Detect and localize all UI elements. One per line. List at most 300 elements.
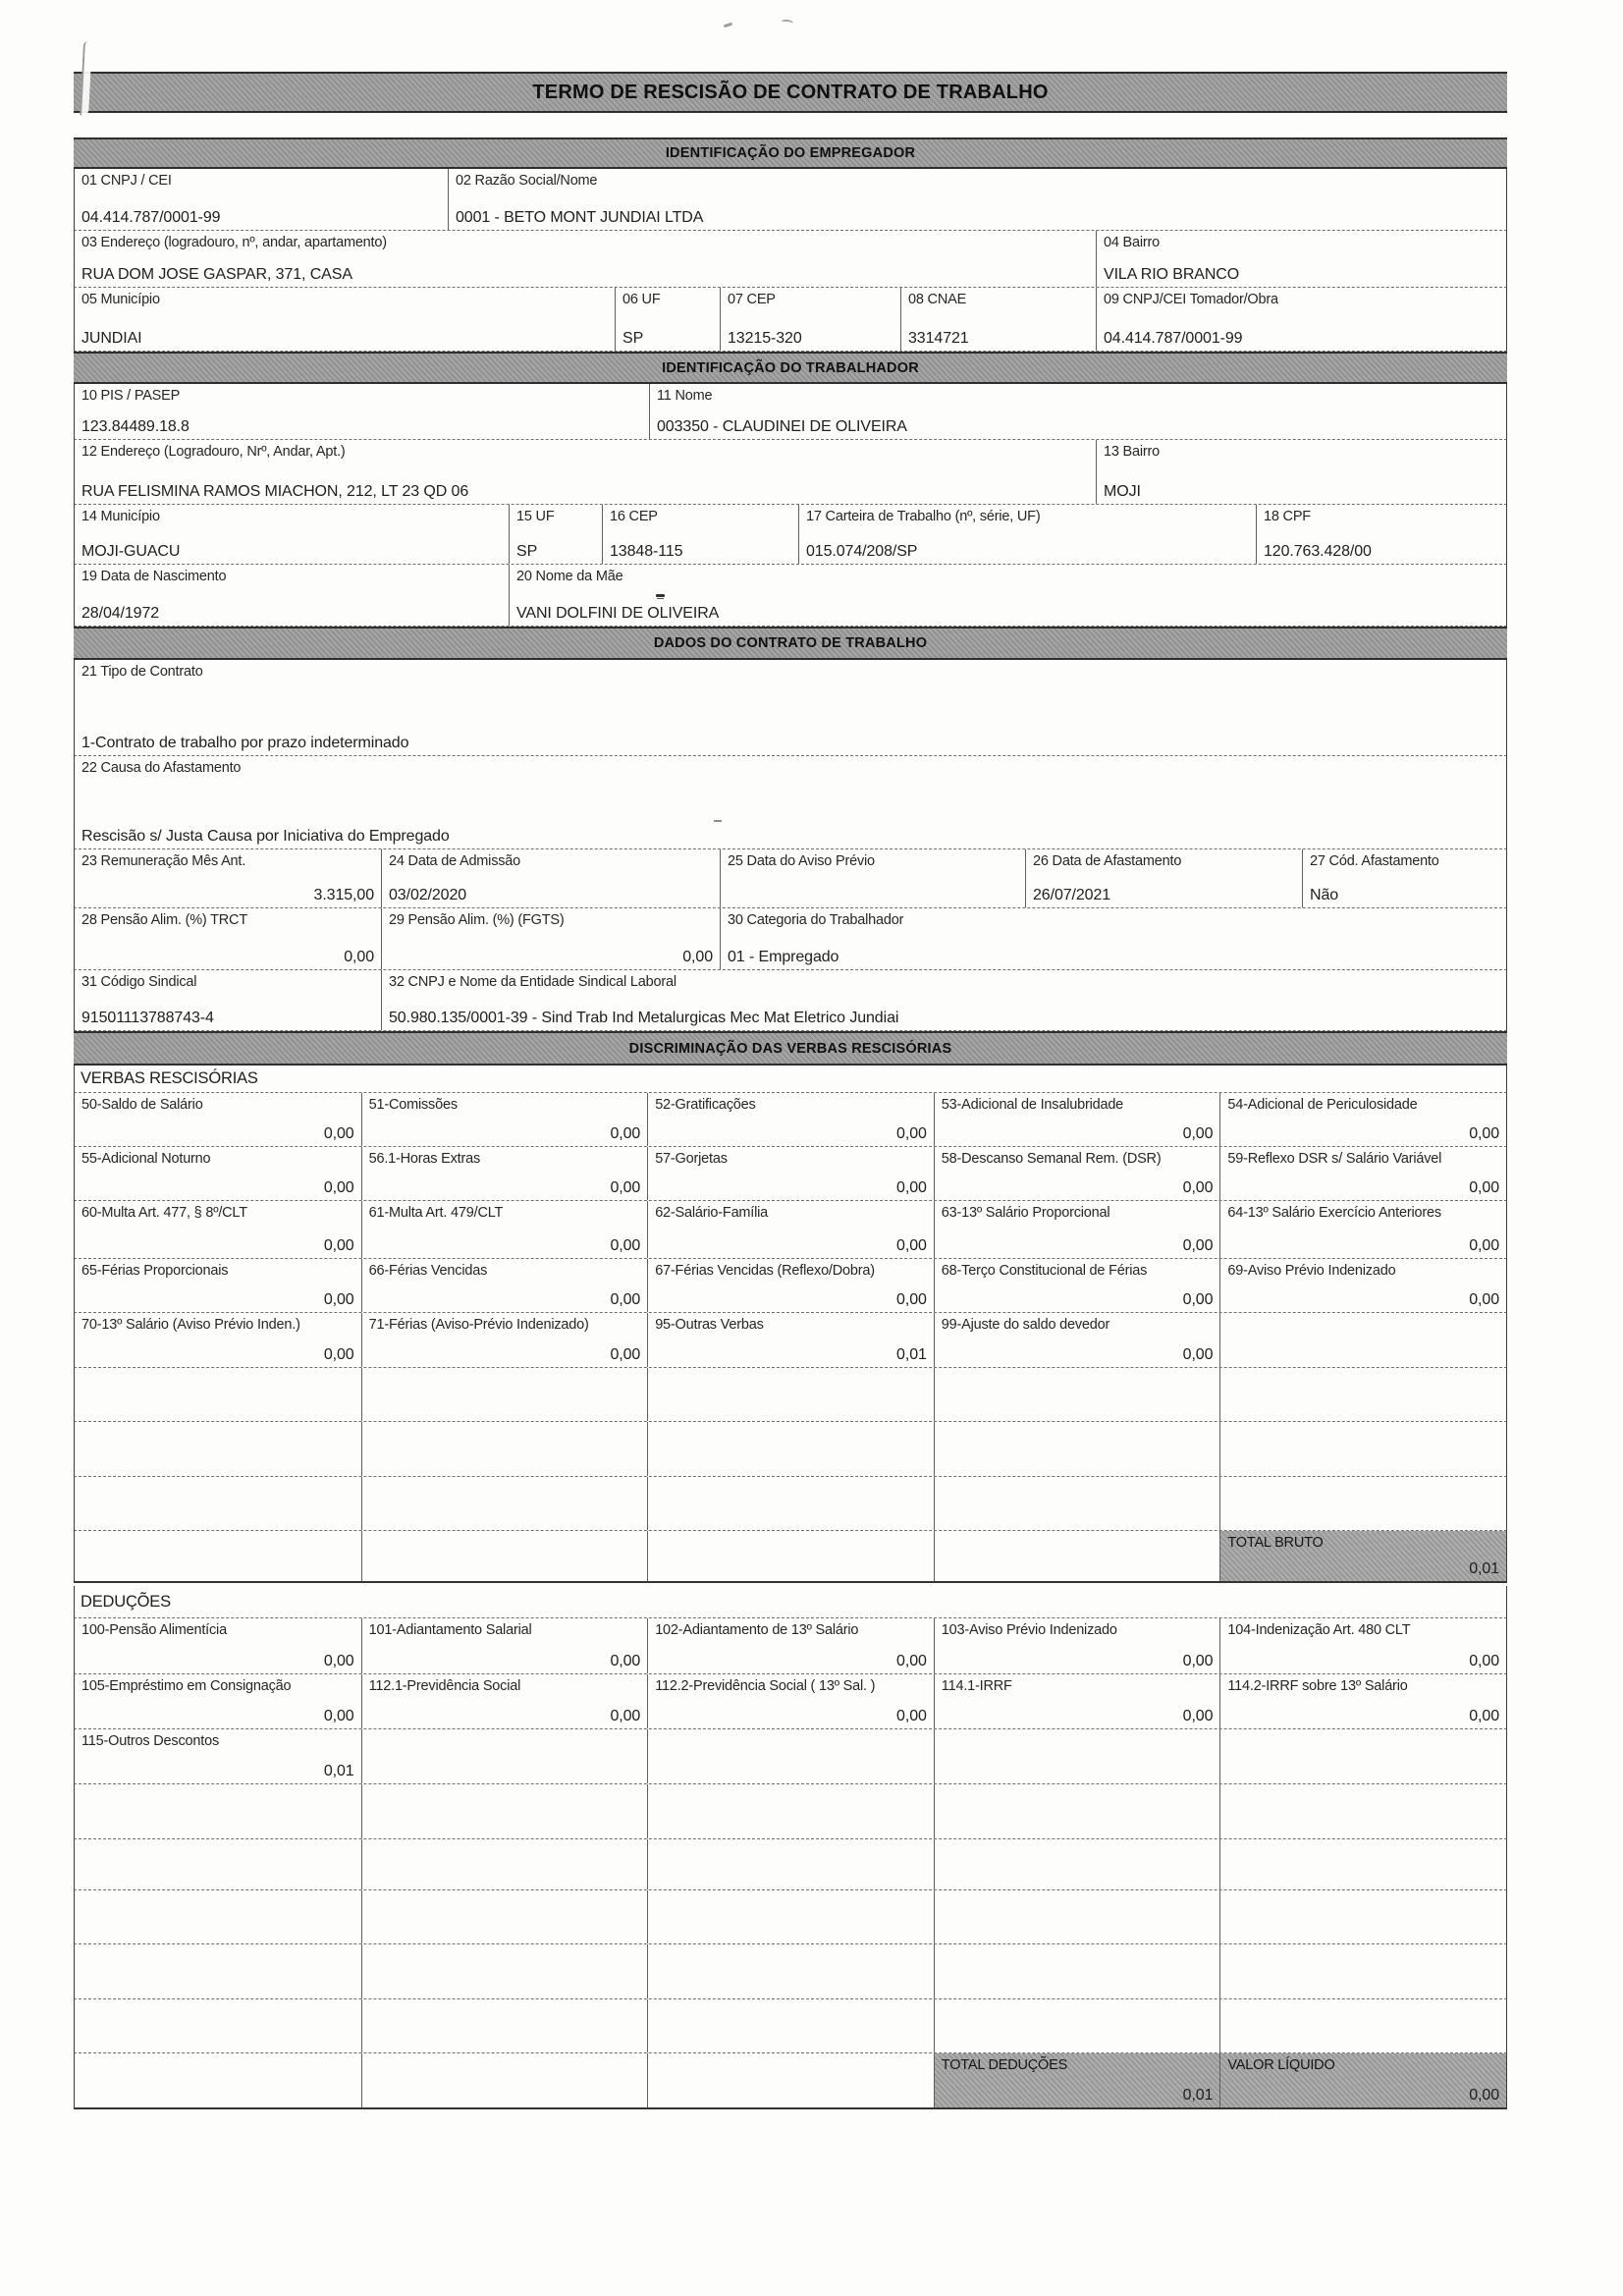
deducao-cell-115 bbox=[75, 1729, 361, 1783]
field-label: 20 Nome da Mãe bbox=[516, 569, 623, 584]
field-value: RUA DOM JOSE GASPAR, 371, CASA bbox=[81, 266, 352, 283]
field-15-uf-trabalhador bbox=[509, 505, 602, 564]
field-value: 0,00 bbox=[682, 949, 713, 965]
deducao-cell-114-1 bbox=[934, 1674, 1220, 1728]
field-label: 27 Cód. Afastamento bbox=[1310, 853, 1439, 869]
field-13-bairro-trabalhador bbox=[1096, 440, 1506, 504]
field-value: 120.763.428/00 bbox=[1264, 543, 1372, 560]
empty-cell bbox=[647, 1999, 934, 2052]
field-18-cpf bbox=[1256, 505, 1506, 564]
empty-cell bbox=[75, 1531, 361, 1581]
field-value: 03/02/2020 bbox=[389, 887, 467, 903]
empty-cell bbox=[361, 1477, 648, 1530]
deducao-value: 0,00 bbox=[610, 1708, 641, 1724]
empty-cell bbox=[361, 1890, 648, 1943]
verba-label: 58-Descanso Semanal Rem. (DSR) bbox=[941, 1151, 1162, 1167]
empty-cell bbox=[75, 1944, 361, 1998]
verba-cell-56-1 bbox=[361, 1147, 648, 1200]
field-label: 04 Bairro bbox=[1104, 235, 1161, 250]
deducoes-empty-row bbox=[74, 1890, 1507, 1944]
field-label: 25 Data do Aviso Prévio bbox=[728, 853, 875, 869]
verba-label: 61-Multa Art. 479/CLT bbox=[368, 1205, 504, 1221]
verba-value: 0,00 bbox=[1469, 1179, 1499, 1196]
verbas-row-2 bbox=[74, 1147, 1507, 1201]
deducao-label: 112.2-Previdência Social ( 13º Sal. ) bbox=[655, 1678, 876, 1694]
field-value: VILA RIO BRANCO bbox=[1104, 266, 1240, 283]
verba-cell-52 bbox=[647, 1093, 934, 1146]
valor-liquido-cell bbox=[1219, 2053, 1506, 2107]
empty-cell bbox=[934, 1531, 1220, 1581]
empty-cell bbox=[647, 1784, 934, 1838]
field-32-entidade-sindical bbox=[381, 970, 1506, 1030]
verba-cell-57 bbox=[647, 1147, 934, 1200]
field-label: 15 UF bbox=[516, 509, 555, 524]
field-12-endereco-trabalhador bbox=[75, 440, 1096, 504]
field-value: 123.84489.18.8 bbox=[81, 418, 189, 435]
verba-cell-54 bbox=[1219, 1093, 1506, 1146]
empty-cell bbox=[647, 1368, 934, 1421]
verba-value: 0,00 bbox=[610, 1291, 641, 1308]
verba-cell-70 bbox=[75, 1313, 361, 1367]
field-value: 04.414.787/0001-99 bbox=[81, 209, 221, 226]
field-value: 0,00 bbox=[344, 949, 374, 965]
empty-cell bbox=[1219, 1368, 1506, 1421]
section-bar-empregador bbox=[74, 137, 1507, 169]
verba-cell-59 bbox=[1219, 1147, 1506, 1200]
field-value: SP bbox=[516, 543, 538, 560]
empty-cell bbox=[361, 1729, 648, 1783]
verba-cell-60 bbox=[75, 1201, 361, 1258]
empty-cell bbox=[934, 1944, 1220, 1998]
scan-artifact-speck bbox=[724, 23, 732, 28]
deducoes-row-1 bbox=[74, 1618, 1507, 1674]
field-16-cep-trabalhador bbox=[602, 505, 798, 564]
field-value: 28/04/1972 bbox=[81, 605, 160, 622]
field-label: 17 Carteira de Trabalho (nº, série, UF) bbox=[806, 509, 1041, 524]
valor-liquido-value: 0,00 bbox=[1469, 2087, 1499, 2104]
field-04-bairro-empregador bbox=[1096, 231, 1506, 287]
row-23-27 bbox=[74, 849, 1507, 908]
verba-cell-68 bbox=[934, 1259, 1220, 1312]
field-label: 11 Nome bbox=[657, 388, 713, 404]
deducao-cell-100 bbox=[75, 1618, 361, 1673]
empty-cell bbox=[1219, 1890, 1506, 1943]
deducao-cell-105 bbox=[75, 1674, 361, 1728]
verbas-group-header bbox=[74, 1066, 1507, 1093]
field-label: 23 Remuneração Mês Ant. bbox=[81, 853, 246, 869]
field-02-razao-social bbox=[448, 169, 1506, 230]
empty-cell bbox=[75, 2053, 361, 2107]
empty-cell bbox=[75, 1839, 361, 1889]
field-label: 21 Tipo de Contrato bbox=[81, 664, 203, 680]
verbas-row-5 bbox=[74, 1313, 1507, 1368]
empty-cell bbox=[75, 1784, 361, 1838]
termo-rescisao-document bbox=[74, 72, 1507, 2109]
row-28-30 bbox=[74, 908, 1507, 970]
field-10-pis-pasep bbox=[75, 384, 649, 439]
field-value: 0001 - BETO MONT JUNDIAI LTDA bbox=[456, 209, 704, 226]
empty-cell bbox=[934, 1729, 1220, 1783]
field-09-cnpj-tomador bbox=[1096, 288, 1506, 351]
empty-cell bbox=[934, 1999, 1220, 2052]
field-value: 91501113788743-4 bbox=[81, 1010, 214, 1026]
verba-label: 50-Saldo de Salário bbox=[81, 1097, 203, 1113]
field-25-data-aviso-previo bbox=[720, 849, 1025, 907]
total-deducoes-cell bbox=[934, 2053, 1220, 2107]
verba-value: 0,00 bbox=[323, 1291, 354, 1308]
empty-cell bbox=[647, 1422, 934, 1476]
field-value: 01 - Empregado bbox=[728, 949, 839, 965]
section-bar-trabalhador bbox=[74, 352, 1507, 384]
empty-cell bbox=[934, 1422, 1220, 1476]
field-value: 26/07/2021 bbox=[1033, 887, 1111, 903]
section-bar-verbas bbox=[74, 1031, 1507, 1066]
section-title-contrato: DADOS DO CONTRATO DE TRABALHO bbox=[653, 635, 928, 651]
verbas-total-row bbox=[74, 1531, 1507, 1583]
document-title: TERMO DE RESCISÃO DE CONTRATO DE TRABALHO bbox=[532, 81, 1049, 103]
verba-label: 95-Outras Verbas bbox=[655, 1317, 764, 1333]
field-19-data-nascimento bbox=[75, 565, 509, 626]
field-11-nome bbox=[649, 384, 1506, 439]
empty-cell bbox=[1219, 1313, 1506, 1367]
field-value: Não bbox=[1310, 887, 1339, 903]
verba-cell-50 bbox=[75, 1093, 361, 1146]
deducoes-empty-row bbox=[74, 1784, 1507, 1839]
field-label: 08 CNAE bbox=[908, 292, 967, 307]
field-value: 13848-115 bbox=[610, 543, 683, 560]
verbas-empty-row bbox=[74, 1422, 1507, 1477]
scan-artifact-speck bbox=[782, 19, 794, 27]
deducao-cell-103 bbox=[934, 1618, 1220, 1673]
verba-value: 0,00 bbox=[610, 1237, 641, 1254]
verba-value: 0,00 bbox=[1182, 1346, 1214, 1363]
verba-value: 0,00 bbox=[323, 1346, 354, 1363]
field-value: 50.980.135/0001-39 - Sind Trab Ind Metalurgicas Mec Mat Eletrico Jundiai bbox=[389, 1010, 899, 1026]
deducao-value: 0,00 bbox=[1469, 1653, 1499, 1669]
empty-cell bbox=[934, 1839, 1220, 1889]
deducoes-row-2 bbox=[74, 1674, 1507, 1729]
field-30-categoria-trabalhador bbox=[720, 908, 1506, 969]
verba-label: 67-Férias Vencidas (Reflexo/Dobra) bbox=[655, 1263, 875, 1279]
empty-cell bbox=[647, 1729, 934, 1783]
field-value: 13215-320 bbox=[728, 330, 802, 347]
deducao-cell-112-2 bbox=[647, 1674, 934, 1728]
verba-cell-95 bbox=[647, 1313, 934, 1367]
deducao-label: 114.1-IRRF bbox=[941, 1678, 1012, 1694]
verba-value: 0,00 bbox=[1182, 1179, 1214, 1196]
empty-cell bbox=[1219, 1784, 1506, 1838]
deducoes-empty-row bbox=[74, 1839, 1507, 1890]
verba-value: 0,00 bbox=[1469, 1291, 1499, 1308]
verba-value: 0,00 bbox=[1182, 1291, 1214, 1308]
field-20-nome-mae bbox=[509, 565, 1506, 626]
document-title-bar bbox=[74, 72, 1507, 113]
section-bar-contrato bbox=[74, 627, 1507, 660]
deducao-label: 112.1-Previdência Social bbox=[368, 1678, 521, 1694]
total-bruto-label: TOTAL BRUTO bbox=[1227, 1535, 1324, 1551]
deducao-value: 0,00 bbox=[1469, 1708, 1499, 1724]
verba-cell-55 bbox=[75, 1147, 361, 1200]
deducao-cell-101 bbox=[361, 1618, 648, 1673]
field-label: 03 Endereço (logradouro, nº, andar, apartamento) bbox=[81, 235, 387, 250]
verba-label: 52-Gratificações bbox=[655, 1097, 756, 1113]
field-value: 3.315,00 bbox=[313, 887, 374, 903]
field-value: MOJI-GUACU bbox=[81, 543, 181, 560]
deducao-label: 101-Adiantamento Salarial bbox=[368, 1622, 532, 1638]
deducao-value: 0,00 bbox=[323, 1708, 354, 1724]
deducao-value: 0,00 bbox=[610, 1653, 641, 1669]
row-22 bbox=[74, 756, 1507, 849]
verba-value: 0,00 bbox=[1182, 1237, 1214, 1254]
verba-cell-71 bbox=[361, 1313, 648, 1367]
verba-label: 63-13º Salário Proporcional bbox=[941, 1205, 1110, 1221]
empty-cell bbox=[361, 2053, 648, 2107]
empty-cell bbox=[75, 1368, 361, 1421]
deducao-label: 103-Aviso Prévio Indenizado bbox=[941, 1622, 1117, 1638]
field-08-cnae bbox=[900, 288, 1096, 351]
row-01-02 bbox=[74, 169, 1507, 231]
deducao-label: 114.2-IRRF sobre 13º Salário bbox=[1227, 1678, 1408, 1694]
verba-value: 0,00 bbox=[323, 1179, 354, 1196]
verba-label: 64-13º Salário Exercício Anteriores bbox=[1227, 1205, 1441, 1221]
deducao-value: 0,00 bbox=[896, 1708, 927, 1724]
empty-cell bbox=[75, 1999, 361, 2052]
empty-cell bbox=[647, 1531, 934, 1581]
verba-label: 51-Comissões bbox=[368, 1097, 458, 1113]
verba-label: 66-Férias Vencidas bbox=[368, 1263, 488, 1279]
section-title-verbas: DISCRIMINAÇÃO DAS VERBAS RESCISÓRIAS bbox=[628, 1040, 952, 1057]
row-19-20 bbox=[74, 565, 1507, 627]
deducoes-empty-row bbox=[74, 1944, 1507, 1999]
field-label: 19 Data de Nascimento bbox=[81, 569, 227, 584]
empty-cell bbox=[647, 1890, 934, 1943]
field-05-municipio-empregador bbox=[75, 288, 615, 351]
field-value: RUA FELISMINA RAMOS MIACHON, 212, LT 23 QD 06 bbox=[81, 483, 469, 500]
verba-cell-67 bbox=[647, 1259, 934, 1312]
deducao-label: 115-Outros Descontos bbox=[81, 1733, 219, 1749]
verba-value: 0,00 bbox=[896, 1291, 927, 1308]
verba-label: 71-Férias (Aviso-Prévio Indenizado) bbox=[368, 1317, 589, 1333]
verba-label: 60-Multa Art. 477, § 8º/CLT bbox=[81, 1205, 247, 1221]
field-label: 13 Bairro bbox=[1104, 444, 1161, 460]
verba-value: 0,00 bbox=[323, 1237, 354, 1254]
field-label: 14 Município bbox=[81, 509, 160, 524]
total-bruto-value: 0,01 bbox=[1469, 1560, 1499, 1577]
empty-cell bbox=[361, 1422, 648, 1476]
verbas-row-4 bbox=[74, 1259, 1507, 1313]
field-label: 18 CPF bbox=[1264, 509, 1311, 524]
field-24-data-admissao bbox=[381, 849, 720, 907]
field-07-cep-empregador bbox=[720, 288, 900, 351]
field-label: 28 Pensão Alim. (%) TRCT bbox=[81, 912, 247, 928]
field-label: 10 PIS / PASEP bbox=[81, 388, 181, 404]
field-label: 30 Categoria do Trabalhador bbox=[728, 912, 904, 928]
field-value: 04.414.787/0001-99 bbox=[1104, 330, 1243, 347]
field-value: 015.074/208/SP bbox=[806, 543, 918, 560]
empty-cell bbox=[75, 1890, 361, 1943]
verba-value: 0,00 bbox=[896, 1125, 927, 1142]
field-14-municipio-trabalhador bbox=[75, 505, 509, 564]
field-label: 26 Data de Afastamento bbox=[1033, 853, 1182, 869]
field-29-pensao-fgts bbox=[381, 908, 720, 969]
field-26-data-afastamento bbox=[1025, 849, 1302, 907]
field-label: 01 CNPJ / CEI bbox=[81, 173, 172, 189]
verba-cell-61 bbox=[361, 1201, 648, 1258]
deducao-cell-104 bbox=[1219, 1618, 1506, 1673]
verba-cell-58 bbox=[934, 1147, 1220, 1200]
verba-cell-65 bbox=[75, 1259, 361, 1312]
deducoes-total-row bbox=[74, 2053, 1507, 2109]
field-label: 16 CEP bbox=[610, 509, 658, 524]
verbas-empty-row bbox=[74, 1477, 1507, 1531]
field-value: SP bbox=[622, 330, 644, 347]
verba-value: 0,00 bbox=[323, 1125, 354, 1142]
verba-cell-66 bbox=[361, 1259, 648, 1312]
field-label: 29 Pensão Alim. (%) (FGTS) bbox=[389, 912, 565, 928]
row-21 bbox=[74, 660, 1507, 756]
empty-cell bbox=[1219, 1944, 1506, 1998]
verba-cell-53 bbox=[934, 1093, 1220, 1146]
verba-value: 0,00 bbox=[1469, 1125, 1499, 1142]
field-value: 3314721 bbox=[908, 330, 969, 347]
verba-value: 0,00 bbox=[1182, 1125, 1214, 1142]
empty-cell bbox=[934, 1368, 1220, 1421]
field-label: 22 Causa do Afastamento bbox=[81, 760, 242, 776]
verba-cell-63 bbox=[934, 1201, 1220, 1258]
verba-label: 57-Gorjetas bbox=[655, 1151, 728, 1167]
verba-label: 54-Adicional de Periculosidade bbox=[1227, 1097, 1418, 1113]
deducoes-group-title: DEDUÇÕES bbox=[81, 1592, 171, 1611]
verba-value: 0,00 bbox=[896, 1237, 927, 1254]
section-title-trabalhador: IDENTIFICAÇÃO DO TRABALHADOR bbox=[662, 359, 919, 376]
empty-cell bbox=[75, 1422, 361, 1476]
valor-liquido-label: VALOR LÍQUIDO bbox=[1227, 2057, 1335, 2073]
field-label: 09 CNPJ/CEI Tomador/Obra bbox=[1104, 292, 1278, 307]
total-deducoes-value: 0,01 bbox=[1182, 2087, 1214, 2104]
deducao-cell-112-1 bbox=[361, 1674, 648, 1728]
verba-label: 59-Reflexo DSR s/ Salário Variável bbox=[1227, 1151, 1442, 1167]
deducao-cell-114-2 bbox=[1219, 1674, 1506, 1728]
verbas-row-1 bbox=[74, 1093, 1507, 1147]
empty-cell bbox=[647, 2053, 934, 2107]
empty-cell bbox=[361, 1531, 648, 1581]
empty-cell bbox=[75, 1477, 361, 1530]
empty-cell bbox=[361, 1944, 648, 1998]
verba-label: 68-Terço Constitucional de Férias bbox=[941, 1263, 1148, 1279]
field-label: 12 Endereço (Logradouro, Nrº, Andar, Apt.) bbox=[81, 444, 346, 460]
verba-cell-99 bbox=[934, 1313, 1220, 1367]
deducao-label: 105-Empréstimo em Consignação bbox=[81, 1678, 292, 1694]
verba-value: 0,00 bbox=[610, 1346, 641, 1363]
field-value: MOJI bbox=[1104, 483, 1141, 500]
row-10-11 bbox=[74, 384, 1507, 440]
empty-cell bbox=[647, 1477, 934, 1530]
field-28-pensao-trct bbox=[75, 908, 381, 969]
empty-cell bbox=[1219, 1729, 1506, 1783]
deducao-value: 0,00 bbox=[323, 1653, 354, 1669]
total-deducoes-label: TOTAL DEDUÇÕES bbox=[941, 2057, 1068, 2073]
verba-label: 69-Aviso Prévio Indenizado bbox=[1227, 1263, 1396, 1279]
field-value: VANI DOLFINI DE OLIVEIRA bbox=[516, 605, 720, 622]
verba-label: 53-Adicional de Insalubridade bbox=[941, 1097, 1124, 1113]
field-label: 24 Data de Admissão bbox=[389, 853, 521, 869]
empty-cell bbox=[361, 1784, 648, 1838]
row-14-18 bbox=[74, 505, 1507, 565]
verba-label: 65-Férias Proporcionais bbox=[81, 1263, 229, 1279]
deducao-value: 0,00 bbox=[896, 1653, 927, 1669]
row-31-32 bbox=[74, 970, 1507, 1031]
field-17-carteira-trabalho bbox=[798, 505, 1256, 564]
verba-cell-64 bbox=[1219, 1201, 1506, 1258]
field-label: 06 UF bbox=[622, 292, 661, 307]
verba-value: 0,00 bbox=[610, 1179, 641, 1196]
deducao-label: 102-Adiantamento de 13º Salário bbox=[655, 1622, 859, 1638]
empty-cell bbox=[361, 1999, 648, 2052]
deducao-value: 0,01 bbox=[323, 1763, 354, 1779]
field-23-remuneracao-mes-anterior bbox=[75, 849, 381, 907]
verbas-group-title: VERBAS RESCISÓRIAS bbox=[81, 1069, 258, 1087]
verba-label: 55-Adicional Noturno bbox=[81, 1151, 211, 1167]
row-05-09 bbox=[74, 288, 1507, 352]
verbas-row-3 bbox=[74, 1201, 1507, 1259]
empty-cell bbox=[647, 1839, 934, 1889]
verba-value: 0,00 bbox=[896, 1179, 927, 1196]
deducoes-row-3 bbox=[74, 1729, 1507, 1784]
verba-cell-69 bbox=[1219, 1259, 1506, 1312]
empty-cell bbox=[934, 1890, 1220, 1943]
field-label: 32 CNPJ e Nome da Entidade Sindical Laboral bbox=[389, 974, 676, 990]
empty-cell bbox=[934, 1477, 1220, 1530]
field-21-tipo-contrato bbox=[75, 660, 1506, 755]
verba-value: 0,00 bbox=[610, 1125, 641, 1142]
verba-label: 99-Ajuste do saldo devedor bbox=[941, 1317, 1110, 1333]
deducao-label: 104-Indenização Art. 480 CLT bbox=[1227, 1622, 1411, 1638]
field-value: 1-Contrato de trabalho por prazo indeterminado bbox=[81, 735, 409, 751]
deducoes-empty-row bbox=[74, 1999, 1507, 2053]
verba-value: 0,01 bbox=[896, 1346, 927, 1363]
verba-label: 62-Salário-Família bbox=[655, 1205, 769, 1221]
verba-label: 56.1-Horas Extras bbox=[368, 1151, 481, 1167]
field-06-uf-empregador bbox=[615, 288, 720, 351]
empty-cell bbox=[647, 1944, 934, 1998]
verbas-empty-row bbox=[74, 1368, 1507, 1422]
section-title-empregador: IDENTIFICAÇÃO DO EMPREGADOR bbox=[665, 145, 916, 161]
empty-cell bbox=[1219, 1839, 1506, 1889]
field-label: 02 Razão Social/Nome bbox=[456, 173, 598, 189]
row-12-13 bbox=[74, 440, 1507, 505]
verba-label: 70-13º Salário (Aviso Prévio Inden.) bbox=[81, 1317, 300, 1333]
field-label: 31 Código Sindical bbox=[81, 974, 197, 990]
field-value: JUNDIAI bbox=[81, 330, 142, 347]
empty-cell bbox=[1219, 1999, 1506, 2052]
deducao-label: 100-Pensão Alimentícia bbox=[81, 1622, 227, 1638]
deducao-value: 0,00 bbox=[1182, 1708, 1214, 1724]
field-31-codigo-sindical bbox=[75, 970, 381, 1030]
verba-cell-51 bbox=[361, 1093, 648, 1146]
total-bruto-cell bbox=[1219, 1531, 1506, 1581]
verba-cell-62 bbox=[647, 1201, 934, 1258]
field-03-endereco-empregador bbox=[75, 231, 1096, 287]
empty-cell bbox=[1219, 1422, 1506, 1476]
field-value: Rescisão s/ Justa Causa por Iniciativa do Empregado bbox=[81, 828, 450, 845]
deducao-value: 0,00 bbox=[1182, 1653, 1214, 1669]
field-22-causa-afastamento bbox=[75, 756, 1506, 848]
verba-value: 0,00 bbox=[1469, 1237, 1499, 1254]
empty-cell bbox=[934, 1784, 1220, 1838]
empty-cell bbox=[361, 1368, 648, 1421]
field-01-cnpj-cei bbox=[75, 169, 448, 230]
deducoes-group-header bbox=[74, 1586, 1507, 1618]
